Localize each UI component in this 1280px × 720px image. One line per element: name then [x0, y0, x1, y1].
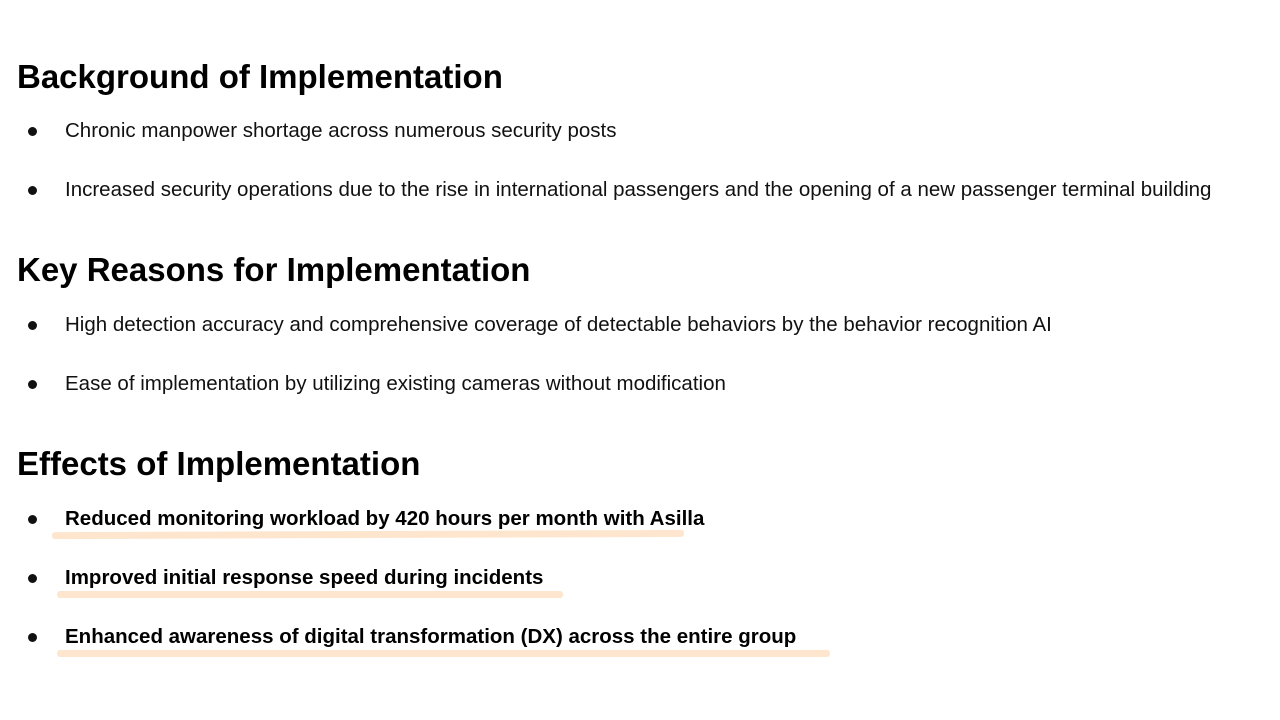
- list-item: [28, 311, 1052, 339]
- list-item-text: Ease of implementation by utilizing existing cameras without modification: [65, 372, 726, 395]
- section-heading-background: Background of Implementation: [17, 58, 503, 95]
- list-item: [28, 623, 796, 651]
- list-item: [28, 176, 1211, 204]
- bullet-dot-icon: [28, 186, 37, 195]
- bullet-dot-icon: [28, 321, 37, 330]
- list-item: [28, 117, 616, 145]
- bullet-dot-icon: [28, 127, 37, 136]
- bullet-dot-icon: [28, 574, 37, 583]
- list-item-text: Enhanced awareness of digital transformation (DX) across the entire group: [65, 625, 797, 648]
- bullet-dot-icon: [28, 380, 37, 389]
- list-item-text: Improved initial response speed during incidents: [65, 566, 544, 589]
- list-item: [28, 564, 543, 592]
- section-heading-effects: Effects of Implementation: [17, 445, 421, 482]
- highlight-underline: [57, 650, 830, 657]
- list-item: [28, 505, 704, 533]
- list-item-text: Chronic manpower shortage across numerous security posts: [65, 119, 617, 142]
- highlight-underline: [57, 591, 563, 598]
- bullet-dot-icon: [28, 633, 37, 642]
- list-item-text: High detection accuracy and comprehensive coverage of detectable behaviors by the behavior recognition AI: [65, 313, 1052, 336]
- list-item: [28, 370, 726, 398]
- list-item-text: Increased security operations due to the rise in international passengers and the opening of a new passenger terminal building: [65, 178, 1212, 201]
- bullet-dot-icon: [28, 515, 37, 524]
- list-item-text: Reduced monitoring workload by 420 hours per month with Asilla: [65, 507, 705, 530]
- section-heading-key-reasons: Key Reasons for Implementation: [17, 251, 531, 288]
